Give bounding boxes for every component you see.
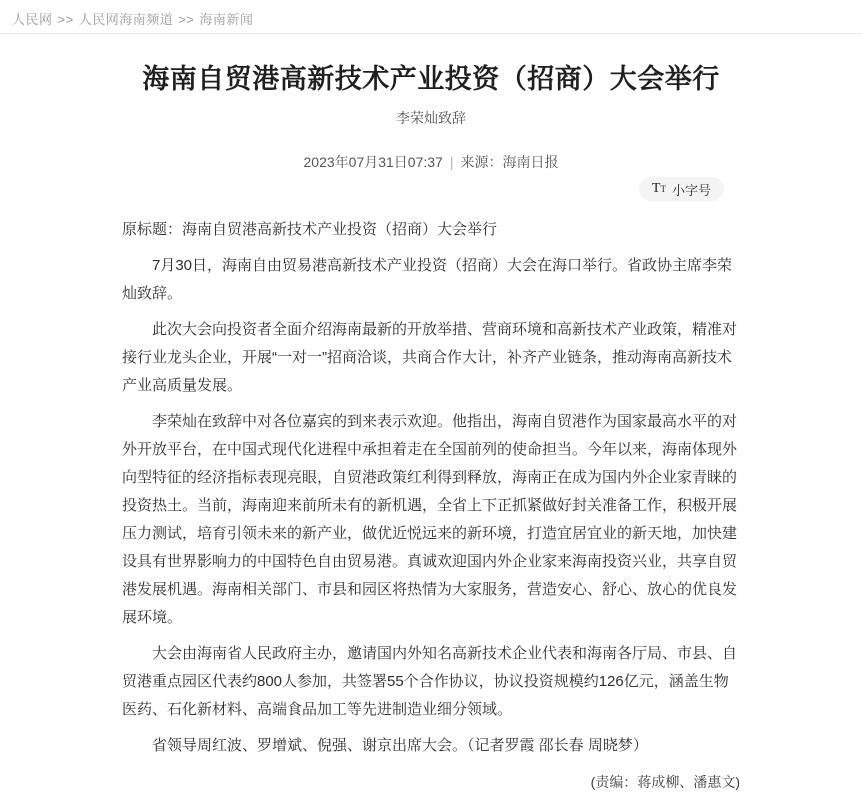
article-source: 来源：海南日报 xyxy=(460,154,559,171)
article-paragraph: 大会由海南省人民政府主办，邀请国内外知名高新技术企业代表和海南各厅局、市县、自贸港重点园区代表约800人参加，共签署55个合作协议，协议投资规模约126亿元，涵盖生物医药、石化新材料、高端食品加工等先进制造业细分领域。 xyxy=(122,645,738,719)
article-paragraph: 省领导周红波、罗增斌、倪强、谢京出席大会。（记者罗霞 邵长春 周晓梦） xyxy=(152,737,648,755)
article-paragraph: 7月30日，海南自由贸易港高新技术产业投资（招商）大会在海口举行。省政协主席李荣灿致辞。 xyxy=(122,257,733,303)
font-size-button[interactable] xyxy=(639,177,724,201)
font-size-icon: T T xyxy=(651,181,666,197)
article-paragraph: 李荣灿在致辞中对各位嘉宾的到来表示欢迎。他指出，海南自贸港作为国家最高水平的对外开放平台，在中国式现代化进程中承担着走在全国前列的使命担当。今年以来，海南体现外向型特征的经济指标表现亮眼，自贸港政策红利得到释放，海南正在成为国内外企业家青睐的投资热土。当前，海南迎来前所未有的新机遇，全省上下正抓紧做好封关准备工作，积极开展压力测试，培育引领未来的新产业，做优近悦远来的新环境，打造宜居宜业的新天地，加快建设具有世界影响力的中国特色自由贸易港。真诚欢迎国内外企业家来海南投资兴业，共享自贸港发展机遇。海南相关部门、市县和园区将热情为大家服务，营造安心、舒心、放心的优良发展环境。 xyxy=(122,413,738,627)
original-title: 原标题：海南自贸港高新技术产业投资（招商）大会举行 xyxy=(122,221,498,239)
article-title: 海南自贸港高新技术产业投资（招商）大会举行 xyxy=(142,64,720,94)
editor-note: (责编：蒋成柳、潘惠文) xyxy=(590,774,740,791)
article-body xyxy=(122,216,740,796)
article-meta xyxy=(122,152,740,172)
breadcrumb-link-hainan-news[interactable]: 海南新闻 xyxy=(199,12,254,27)
font-size-button-label: 小字号 xyxy=(671,182,711,198)
article-paragraph: 此次大会向投资者全面介绍海南最新的开放举措、营商环境和高新技术产业政策，精准对接行业龙头企业，开展“一对一”招商洽谈，共商合作大计，补齐产业链条，推动海南高新技术产业高质量发展。 xyxy=(122,321,738,395)
breadcrumb-link-people-net[interactable]: 人民网 xyxy=(12,12,53,27)
article-subtitle: 李荣灿致辞 xyxy=(396,110,466,127)
breadcrumb-link-hainan-channel[interactable]: 人民网海南频道 xyxy=(78,12,174,27)
font-size-row xyxy=(122,177,740,201)
meta-separator: | xyxy=(449,154,454,171)
paragraph-list xyxy=(122,252,740,760)
breadcrumb-separator: >> xyxy=(178,12,195,27)
breadcrumb-separator: >> xyxy=(57,12,74,27)
article-container xyxy=(122,63,740,796)
breadcrumb xyxy=(0,0,862,34)
publish-date: 2023年07月31日07:37 xyxy=(303,154,443,171)
